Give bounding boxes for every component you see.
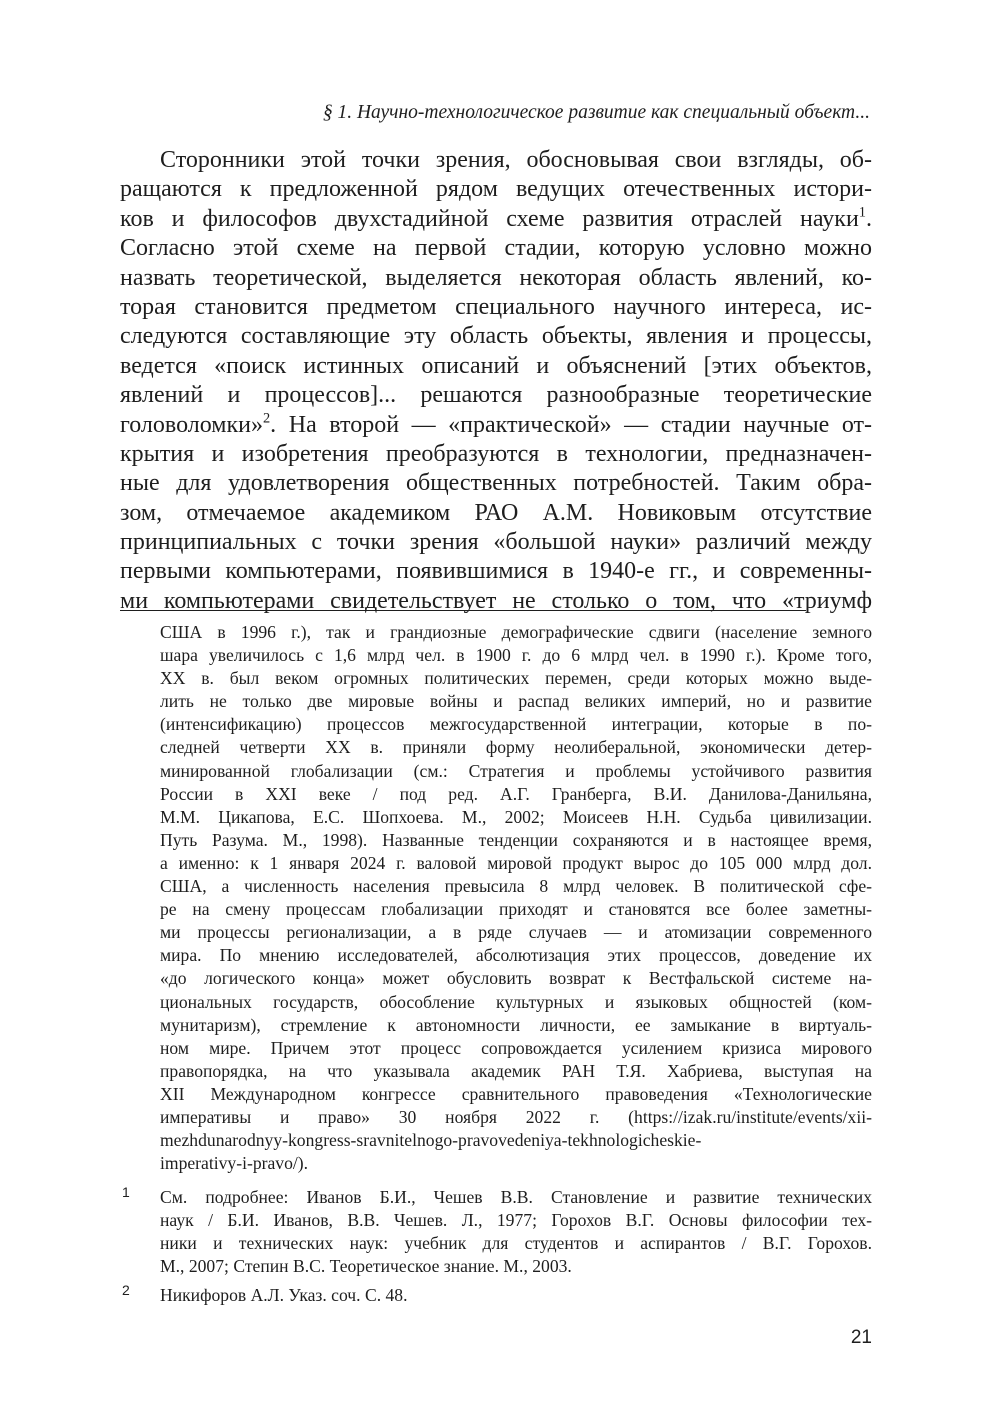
footnote-line: (интенсификацию) процессов межгосударственной интеграции, которые в по-	[160, 714, 872, 735]
footnote-line: ми процессы регионализации, а в ряде случаев — и атомизации современного	[160, 922, 872, 943]
footnote-line: XII Международном конгрессе сравнительного правоведения «Технологические	[160, 1083, 872, 1104]
footnote-line: наук / Б.И. Иванов, В.В. Чешев. Л., 1977; Горохов В.Г. Основы философии тех-	[160, 1210, 872, 1231]
text-line: головоломки»$^2$. На второй — «практической» — стадии научные от-	[120, 410, 872, 438]
text-line: торая становится предметом специального научного интереса, ис-	[120, 293, 872, 320]
text-line: ращаются к предложенной рядом ведущих отечественных истори-	[120, 176, 872, 203]
text-line: следуются составляющие эту область объекты, явления и процессы,	[120, 323, 872, 350]
text-line: ведется «поиск истинных описаний и объяснений [этих объектов,	[120, 352, 872, 379]
text-line: ков и философов двухстадийной схеме развития отраслей науки$^1$.	[120, 204, 872, 232]
footnote-divider	[120, 610, 806, 611]
footnote-ref-2[interactable]: 2	[262, 410, 271, 427]
footnote-line: mezhdunarodnyy-kongress-sravnitelnogo-pravovedeniya-tekhnologicheskie-	[160, 1130, 702, 1151]
footnote-line: М.М. Цикапова, Е.С. Шопхоева. М., 2002; Моисеев Н.Н. Судьба цивилизации.	[160, 806, 872, 827]
footnote-line: лить не только две мировые войны и распад великих империй, но и развитие	[160, 691, 872, 712]
main-text	[120, 146, 872, 616]
footnote-line: Путь Разума. М., 1998). Названные тенденции сохраняются и в настоящее время,	[160, 829, 872, 850]
footnote-line: ном мире. Причем этот процесс сопровождается усилением кризиса мирового	[160, 1037, 872, 1058]
footnote-marker-2: 2	[122, 1282, 130, 1298]
footnote-line: императивы и право» 30 ноября 2022 г. (https://izak.ru/institute/events/xii-	[160, 1106, 872, 1127]
footnote-line: imperativy-i-pravo/).	[160, 1153, 309, 1174]
footnote-continuation	[160, 621, 872, 1175]
text-line: первыми компьютерами, появившимися в 1940-е гг., и современны-	[120, 558, 872, 585]
text-line: явлений и процессов]... решаются разнообразные теоретические	[120, 382, 872, 409]
text-line: ми компьютерами свидетельствует не столько о том, что «триумф	[120, 587, 872, 614]
text-line: Сторонники этой точки зрения, обосновывая свои взгляды, об-	[160, 147, 872, 173]
footnote-line: циональных государств, обособление культурных и языковых общностей (ком-	[160, 991, 872, 1012]
footnote-line: шара увеличилось с 1,6 млрд чел. в 1900 г. до 6 млрд чел. в 1990 г.). Кроме того,	[160, 645, 872, 666]
text-line: назвать теоретической, выделяется некоторая область явлений, ко-	[120, 264, 872, 291]
footnote-marker-1: 1	[122, 1184, 130, 1200]
footnote-line: мира. По мнению исследователей, абсолютизация этих процессов, доведение их	[160, 945, 872, 966]
footnote-line: США, а численность населения превысила 8 млрд человек. В политической сфе-	[160, 876, 872, 897]
text-line: ные для удовлетворения общественных потребностей. Таким обра-	[120, 470, 872, 497]
footnote-line: минированной глобализации (см.: Стратегия и проблемы устойчивого развития	[160, 760, 872, 781]
footnote-line: См. подробнее: Иванов Б.И., Чешев В.В. Становление и развитие технических	[160, 1187, 872, 1207]
footnote-line: ники и технических наук: учебник для студентов и аспирантов / В.Г. Горохов.	[160, 1233, 872, 1254]
footnote-line: мунитаризм), стремление к автономности личности, ее замыкание в виртуаль-	[160, 1014, 872, 1035]
page-number: 21	[850, 1327, 872, 1348]
footnote-line: XX в. был веком огромных политических перемен, среди которых можно выде-	[160, 668, 872, 689]
text-line: крытия и изобретения преобразуются в технологии, предназначен-	[120, 440, 872, 467]
footnote-line: а именно: к 1 января 2024 г. валовой мировой продукт вырос до 105 000 млрд дол.	[160, 852, 872, 873]
text-line: принципиальных с точки зрения «большой науки» различий между	[120, 529, 872, 556]
footnote-line: М., 2007; Степин В.С. Теоретическое знание. М., 2003.	[160, 1256, 572, 1277]
footnote-line: России в XXI веке / под ред. А.Г. Гранберга, В.И. Данилова-Данильяна,	[160, 783, 872, 804]
text-line: Согласно этой схеме на первой стадии, которую условно можно	[120, 235, 872, 262]
text-line: зом, отмечаемое академиком РАО А.М. Новиковым отсутствие	[120, 499, 872, 526]
footnote-line: США в 1996 г.), так и грандиозные демографические сдвиги (население земного	[160, 622, 872, 642]
footnote-line: ре на смену процессам глобализации приходят и становятся все более заметны-	[160, 899, 872, 920]
running-head: § 1. Научно-технологическое развитие как специальный объект...	[322, 102, 870, 123]
footnote-1	[160, 1186, 872, 1278]
footnote-ref-1[interactable]: 1	[858, 204, 866, 221]
footnote-line: Никифоров А.Л. Указ. соч. С. 48.	[160, 1285, 408, 1305]
footnote-line: следней четверти XX в. приняли форму неолиберальной, экономически детер-	[160, 737, 872, 758]
footnote-2	[160, 1284, 872, 1307]
footnote-line: «до логического конца» может обусловить возврат к Вестфальской системе на-	[160, 968, 872, 989]
footnote-line: правопорядка, на что указывала академик РАН Т.Я. Хабриева, выступая на	[160, 1060, 872, 1081]
